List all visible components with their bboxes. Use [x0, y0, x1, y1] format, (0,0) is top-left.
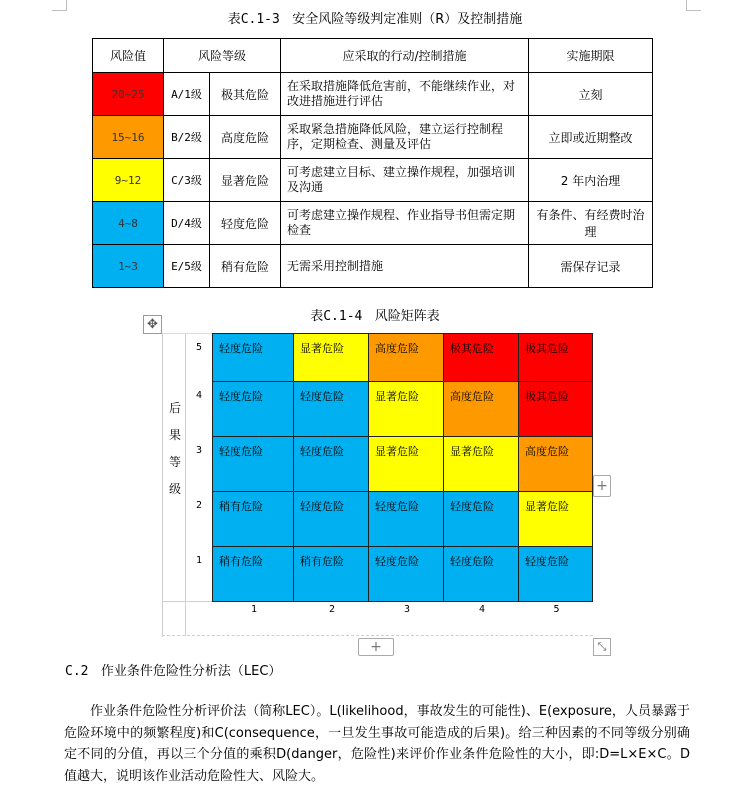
risk-level-desc: 显著危险: [210, 159, 281, 202]
risk-level-code: B/2级: [164, 116, 210, 159]
risk-value-cell: 4~8: [93, 202, 164, 245]
table-row: [93, 245, 653, 288]
matrix-cell: 高度危险: [368, 333, 444, 382]
period-cell: 需保存记录: [529, 245, 653, 288]
risk-level-code: E/5级: [164, 245, 210, 288]
matrix-cell: 轻度危险: [293, 491, 369, 547]
risk-level-code: D/4级: [164, 202, 210, 245]
table1-caption: [0, 8, 750, 27]
matrix-x-tick: 1: [250, 604, 258, 615]
header-period: 实施期限: [529, 39, 653, 73]
section-number: C.2: [65, 664, 89, 679]
risk-value-cell: 15~16: [93, 116, 164, 159]
matrix-y-tick: 1: [195, 555, 203, 566]
table-row: [93, 116, 653, 159]
action-cell: 可考虑建立操作规程、作业指导书但需定期检查: [281, 202, 529, 245]
matrix-cell: 极其危险: [443, 333, 519, 382]
period-cell: 有条件、有经费时治理: [529, 202, 653, 245]
period-cell: 立刻: [529, 73, 653, 116]
risk-value-cell: 20~25: [93, 73, 164, 116]
risk-level-code: C/3级: [164, 159, 210, 202]
period-cell: 立即或近期整改: [529, 116, 653, 159]
table1-caption-text: 安全风险等级判定准则（R）及控制措施: [292, 12, 523, 27]
matrix-cell: 稍有危险: [212, 491, 294, 547]
resize-handle-icon[interactable]: ⤡: [593, 638, 611, 656]
action-cell: 可考虑建立目标、建立操作规程，加强培训及沟通: [281, 159, 529, 202]
matrix-cell: 稍有危险: [212, 546, 294, 602]
y-label-char: 果: [168, 428, 181, 442]
table-row: [93, 73, 653, 116]
matrix-y-tick: 5: [195, 342, 203, 353]
matrix-cell: 轻度危险: [368, 546, 444, 602]
table-row: [93, 202, 653, 245]
matrix-cell: 轻度危险: [293, 381, 369, 437]
matrix-cell: 高度危险: [518, 436, 593, 492]
matrix-cell: 轻度危险: [443, 491, 519, 547]
table2-caption-prefix: 表C.1-4: [310, 309, 363, 324]
matrix-cell: 轻度危险: [293, 436, 369, 492]
matrix-x-tick: 3: [403, 604, 411, 615]
matrix-cell: 轻度危险: [212, 381, 294, 437]
matrix-cell: 轻度危险: [518, 546, 593, 602]
matrix-y-tick: 4: [195, 390, 203, 401]
action-cell: 无需采用控制措施: [281, 245, 529, 288]
matrix-cell: 显著危险: [443, 436, 519, 492]
matrix-cell: 显著危险: [293, 333, 369, 382]
table1-caption-prefix: 表C.1-3: [227, 12, 280, 27]
y-label-char: 后: [168, 401, 181, 415]
table2-caption-text: 风险矩阵表: [374, 309, 440, 324]
matrix-cell: 极其危险: [518, 381, 593, 437]
table-header-row: [93, 39, 653, 73]
risk-criteria-table: [92, 38, 653, 288]
action-cell: 在采取措施降低危害前，不能继续作业，对改进措施进行评估: [281, 73, 529, 116]
matrix-y-axis-label: [168, 395, 182, 503]
matrix-guide-line: [162, 635, 593, 636]
matrix-cell: 极其危险: [518, 333, 593, 382]
add-column-button[interactable]: +: [593, 475, 611, 497]
matrix-guide-line: [185, 333, 186, 636]
matrix-y-tick: 3: [195, 445, 203, 456]
risk-level-desc: 轻度危险: [210, 202, 281, 245]
section-heading: [65, 660, 281, 679]
matrix-x-tick: 2: [328, 604, 336, 615]
action-cell: 采取紧急措施降低风险，建立运行控制程序，定期检查、测量及评估: [281, 116, 529, 159]
y-label-char: 等: [168, 455, 181, 469]
risk-value-cell: 9~12: [93, 159, 164, 202]
risk-value-cell: 1~3: [93, 245, 164, 288]
matrix-cell: 显著危险: [368, 381, 444, 437]
matrix-cell: 轻度危险: [212, 436, 294, 492]
matrix-x-tick: 5: [553, 604, 560, 615]
risk-level-desc: 高度危险: [210, 116, 281, 159]
matrix-cell: 高度危险: [443, 381, 519, 437]
header-risk-value: 风险值: [93, 39, 164, 73]
matrix-cell: 显著危险: [368, 436, 444, 492]
table2-caption: [0, 305, 750, 324]
section-title: 作业条件危险性分析法（LEC）: [100, 664, 282, 679]
period-cell: 2 年内治理: [529, 159, 653, 202]
risk-level-desc: 极其危险: [210, 73, 281, 116]
header-actions: 应采取的行动/控制措施: [281, 39, 529, 73]
risk-level-code: A/1级: [164, 73, 210, 116]
body-paragraph: 作业条件危险性分析评价法（简称LEC）。L(likelihood，事故发生的可能性)、E(exposure，人员暴露于危险环境中的频繁程度)和C(consequence，一旦发生事故可能造成的后果)。给三种因素的不同等级分别确定不同的分值，再以三个分值的乘积D(danger，危险性)来评价作业条件危险性的大小，即:D=L×E×C。D值越大，说明该作业活动危险性大、风险大。: [64, 704, 690, 784]
matrix-cell: 稍有危险: [293, 546, 369, 602]
matrix-y-tick: 2: [195, 500, 203, 511]
move-handle-icon[interactable]: ✥: [143, 315, 162, 334]
matrix-x-tick: 4: [478, 604, 486, 615]
table-row: [93, 159, 653, 202]
matrix-cell: 轻度危险: [443, 546, 519, 602]
matrix-cell: 轻度危险: [368, 491, 444, 547]
add-row-button[interactable]: +: [358, 638, 394, 656]
matrix-cell: 显著危险: [518, 491, 593, 547]
y-label-char: 级: [168, 482, 181, 496]
header-risk-level: 风险等级: [164, 39, 281, 73]
matrix-cell: 轻度危险: [212, 333, 294, 382]
risk-level-desc: 稍有危险: [210, 245, 281, 288]
